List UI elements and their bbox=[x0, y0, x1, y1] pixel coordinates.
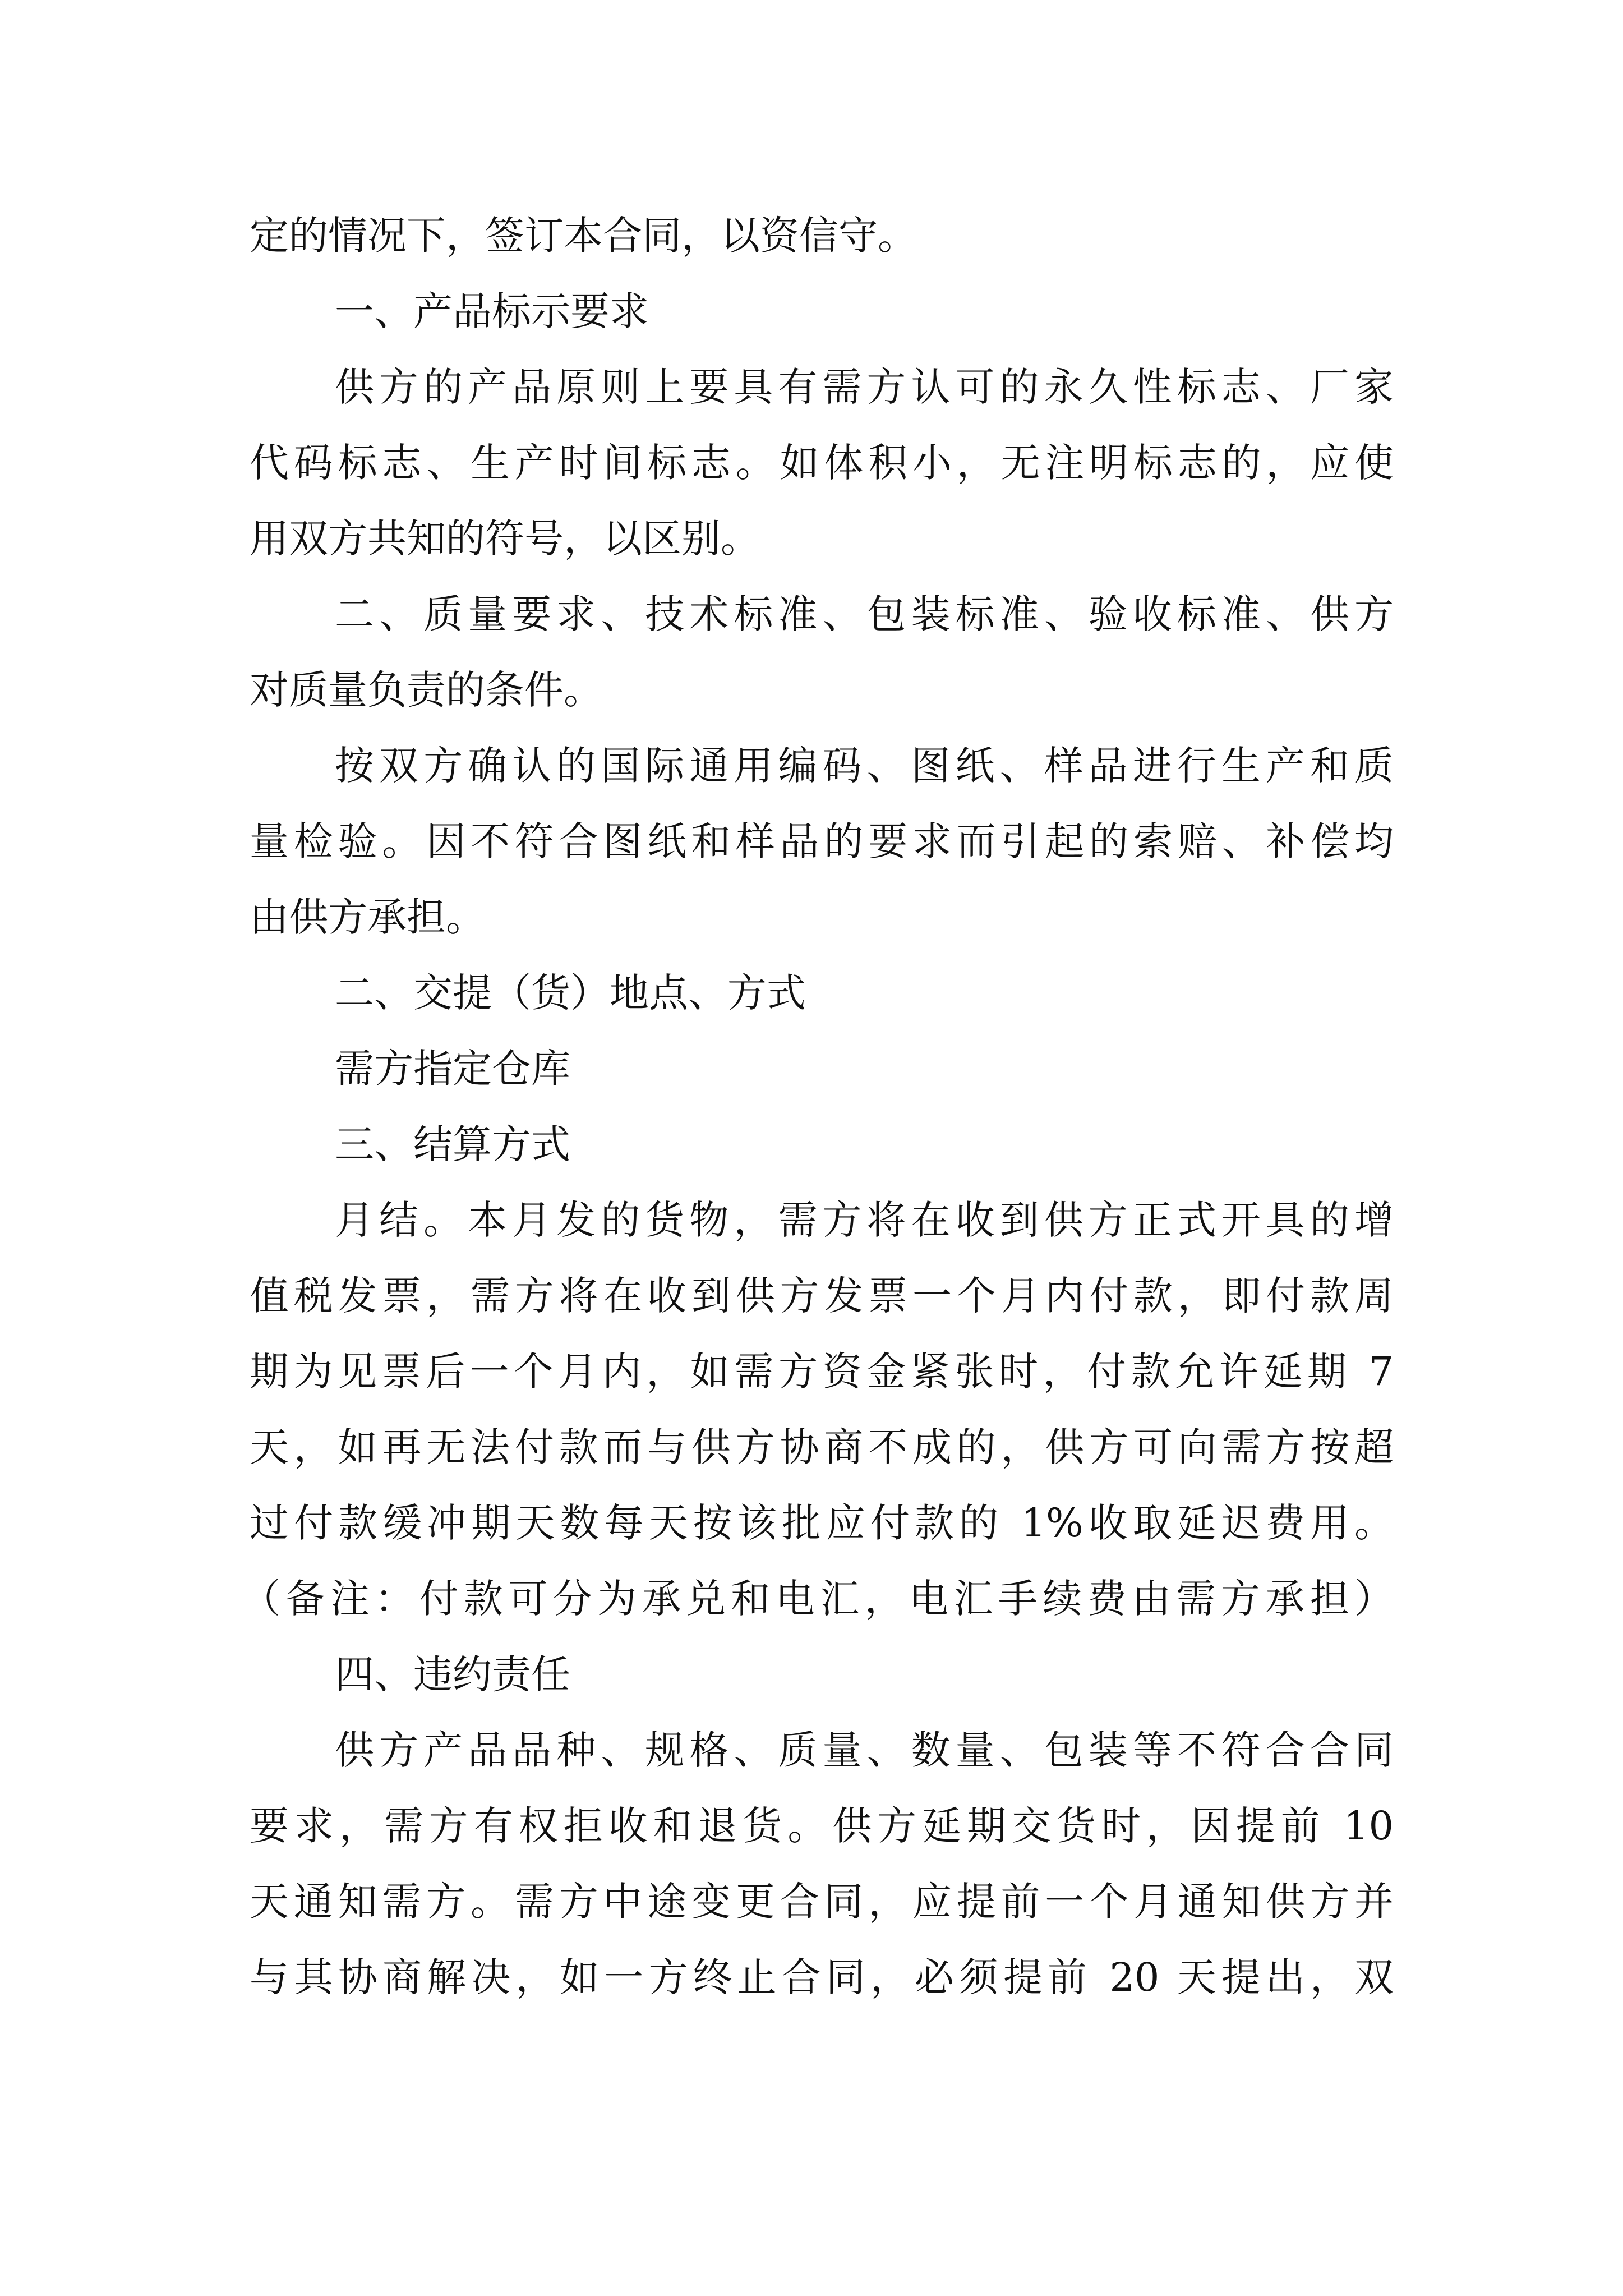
text-line: 与其协商解决，如一方终止合同，必须提前 20 天提出，双 bbox=[250, 1954, 1394, 2000]
text-line: 月结。本月发的货物，需方将在收到供方正式开具的增 bbox=[335, 1197, 1394, 1243]
text-line: 值税发票，需方将在收到供方发票一个月内付款，即付款周 bbox=[250, 1273, 1394, 1319]
text-line: 用双方共知的符号，以区别。 bbox=[250, 516, 760, 562]
text-line: 天通知需方。需方中途变更合同，应提前一个月通知供方并 bbox=[250, 1879, 1394, 1925]
section-heading: 三、结算方式 bbox=[335, 1121, 570, 1167]
text-line: 要求，需方有权拒收和退货。供方延期交货时，因提前 10 bbox=[250, 1803, 1394, 1849]
remark-line: （备注：付款可分为承兑和电汇，电汇手续费由需方承担） bbox=[241, 1576, 1394, 1622]
text-line: 由供方承担。 bbox=[250, 894, 485, 940]
text-line: 供方产品品种、规格、质量、数量、包装等不符合合同 bbox=[335, 1727, 1394, 1773]
text-line: 天，如再无法付款而与供方协商不成的，供方可向需方按超 bbox=[250, 1424, 1394, 1470]
text-line: 需方指定仓库 bbox=[335, 1046, 570, 1092]
text-line: 过付款缓冲期天数每天按该批应付款的 1%收取延迟费用。 bbox=[250, 1500, 1394, 1546]
section-heading: 二、质量要求、技术标准、包装标准、验收标准、供方 bbox=[335, 591, 1394, 637]
text-line: 定的情况下，签订本合同，以资信守。 bbox=[250, 213, 917, 259]
section-heading: 一、产品标示要求 bbox=[335, 288, 649, 334]
text-line: 期为见票后一个月内，如需方资金紧张时，付款允许延期 7 bbox=[250, 1349, 1394, 1395]
section-heading-continued: 对质量负责的条件。 bbox=[250, 667, 603, 713]
text-line: 供方的产品原则上要具有需方认可的永久性标志、厂家 bbox=[335, 364, 1394, 410]
text-line: 量检验。因不符合图纸和样品的要求而引起的索赔、补偿均 bbox=[250, 818, 1394, 864]
section-heading: 二、交提（货）地点、方式 bbox=[335, 970, 806, 1016]
text-line: 代码标志、生产时间标志。如体积小，无注明标志的，应使 bbox=[250, 440, 1394, 486]
text-line: 按双方确认的国际通用编码、图纸、样品进行生产和质 bbox=[335, 743, 1394, 789]
section-heading: 四、违约责任 bbox=[335, 1651, 570, 1697]
